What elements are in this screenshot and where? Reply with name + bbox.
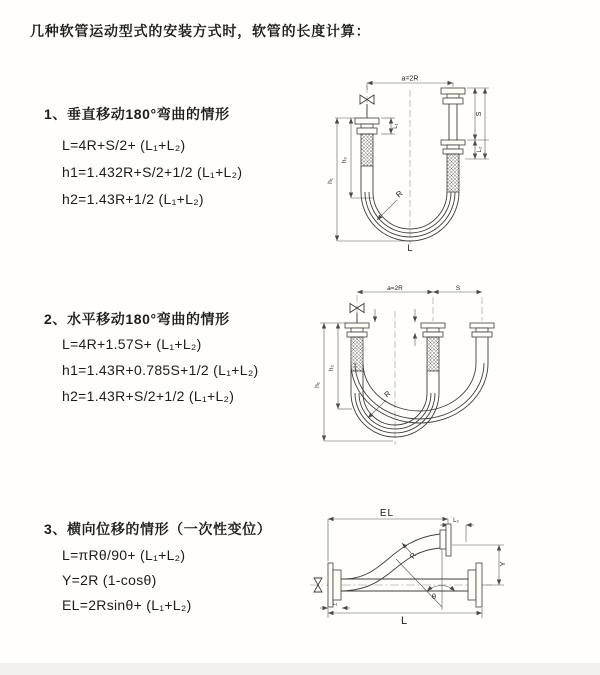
- hose-u-bend-wide: [351, 337, 488, 423]
- section-3-heading: 3、横向位移的情形（一次性变位）: [44, 521, 272, 537]
- braided-hose-section: [361, 134, 373, 166]
- dimension-lines: [335, 83, 489, 241]
- dim-label-s: S: [476, 111, 483, 117]
- dim-label-h1: h₁: [314, 382, 321, 388]
- dim-label-l: L: [407, 243, 413, 254]
- dim-label-a2r: a=2R: [387, 285, 403, 292]
- section-1-heading: 1、垂直移动180°弯曲的情形: [44, 106, 230, 122]
- dim-label-h1: h₁: [327, 178, 334, 184]
- dim-label-y: Y: [498, 561, 507, 567]
- dim-label-l1: L₁: [332, 601, 338, 607]
- page-bottom-band: [0, 663, 600, 675]
- formula-line: L=4R+S/2+ (L₁+L₂): [62, 137, 186, 153]
- diagram-vertical-180-bend: [315, 74, 505, 256]
- formula-line: Y=2R (1-cosθ): [62, 572, 157, 588]
- formula-line: h2=1.43R+S/2+1/2 (L₁+L₂): [62, 388, 235, 404]
- dim-label-r: R: [407, 550, 419, 561]
- diagram-lateral-displacement: [298, 500, 510, 626]
- dim-label-h2: h₂: [341, 156, 348, 164]
- diagram-horizontal-180-bend: [308, 283, 503, 458]
- dim-label-r: R: [394, 188, 405, 200]
- right-flange-upper: [440, 524, 451, 556]
- right-fitting-upper: [441, 88, 465, 104]
- dimension-lines: [320, 292, 482, 441]
- dim-label-el: EL: [379, 508, 395, 519]
- right-fitting-lower: [441, 140, 465, 154]
- braided-hose-section: [447, 154, 459, 192]
- dim-label-r: R: [382, 388, 393, 400]
- dim-label-h2: h₂: [328, 364, 335, 372]
- section-2-heading: 2、水平移动180°弯曲的情形: [44, 311, 230, 327]
- formula-line: L=πRθ/90+ (L₁+L₂): [62, 547, 186, 563]
- right-fitting: [470, 323, 494, 337]
- left-fitting: [345, 323, 369, 337]
- page-title: 几种软管运动型式的安装方式时，软管的长度计算：: [30, 23, 371, 39]
- centerlines: [357, 295, 482, 445]
- dim-label-l: L: [400, 615, 408, 626]
- formula-line: h1=1.43R+0.785S+1/2 (L₁+L₂): [62, 362, 259, 378]
- dim-label-theta: θ: [431, 592, 437, 601]
- dim-label-l2: L₂: [453, 518, 459, 524]
- dim-label-s: S: [455, 285, 461, 292]
- dim-label-l1: L₁: [393, 123, 399, 129]
- hose-displaced-position: [341, 534, 440, 591]
- braided-hose-section: [351, 337, 363, 371]
- left-fitting: [355, 118, 379, 134]
- right-pipe: [449, 104, 457, 140]
- formula-line: h1=1.432R+S/2+1/2 (L₁+L₂): [62, 164, 243, 180]
- dim-label-l2: L₂: [477, 146, 483, 153]
- formula-line: EL=2Rsinθ+ (L₁+L₂): [62, 597, 192, 613]
- middle-fitting: [421, 323, 445, 337]
- right-flange-lower: [468, 563, 482, 607]
- braided-hose-section: [427, 337, 439, 371]
- dim-label-a2r: a=2R: [401, 75, 419, 83]
- formula-line: h2=1.43R+1/2 (L₁+L₂): [62, 191, 204, 207]
- formula-line: L=4R+1.57S+ (L₁+L₂): [62, 336, 202, 352]
